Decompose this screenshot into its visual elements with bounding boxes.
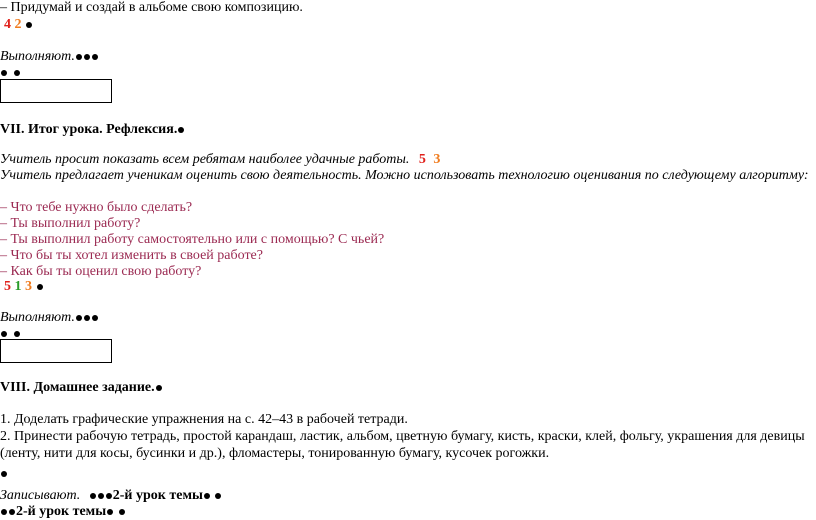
instruction-text: – Придумай и создай в альбоме свою композицию.: [0, 0, 303, 15]
bullet-dot-icon: [98, 493, 104, 499]
bullet-dot-icon: [90, 493, 96, 499]
executing-label-2: [0, 310, 99, 326]
marker-row-1: [4, 17, 33, 33]
teacher-text: Учитель предлагает ученикам оценить свою деятельность. Можно использовать технологию оценивания по следующему алгоритму:: [0, 168, 809, 183]
question-1: [0, 200, 192, 216]
bullet-dot-icon: [92, 315, 98, 321]
marker-number-red: 5: [4, 279, 11, 294]
teacher-line-2: [0, 168, 809, 184]
answer-box-2: [0, 339, 112, 363]
bullet-dot-icon: [107, 509, 113, 515]
marker-number-orange: 2: [14, 17, 22, 32]
homework-text: 1. Доделать графические упражнения на с. 42–43 в рабочей тетради.: [0, 412, 408, 427]
executing-label-1: [0, 49, 99, 65]
homework-item-2: [0, 428, 816, 462]
marker-number-red: 4: [4, 17, 11, 32]
executing-text: Выполняют.: [0, 49, 75, 64]
question-text: – Что бы ты хотел изменить в своей работе?: [0, 248, 263, 263]
dot-row-3: [0, 466, 8, 482]
bullet-dot-icon: [1, 331, 7, 337]
teacher-text: Учитель просит показать всем ребятам наиболее удачные работы.: [0, 152, 410, 167]
bullet-dot-icon: [76, 315, 82, 321]
bullet-dot-icon: [92, 54, 98, 60]
instruction-compose: [0, 0, 303, 16]
bullet-dot-icon: [178, 127, 184, 133]
bullet-dot-icon: [14, 70, 20, 76]
bullet-dot-icon: [1, 70, 7, 76]
answer-box-1: [0, 79, 112, 103]
section-title: VIII. Домашнее задание.: [0, 380, 155, 395]
bullet-dot-icon: [76, 54, 82, 60]
marker-number-green: 1: [14, 279, 22, 294]
bullet-dot-icon: [84, 54, 90, 60]
bullet-dot-icon: [106, 493, 112, 499]
bullet-dot-icon: [119, 509, 125, 515]
bullet-dot-icon: [9, 509, 15, 515]
next-lesson-label: 2-й урок темы: [16, 504, 107, 519]
executing-text: Выполняют.: [0, 310, 75, 325]
section-8-title: [0, 380, 163, 396]
bullet-dot-icon: [37, 284, 43, 290]
bullet-dot-icon: [156, 385, 162, 391]
bullet-dot-icon: [84, 315, 90, 321]
question-text: – Ты выполнил работу?: [0, 216, 141, 231]
section-title: VII. Итог урока. Рефлексия.: [0, 122, 178, 137]
section-7-title: [0, 122, 185, 138]
question-text: – Ты выполнил работу самостоятельно или с помощью? С чьей?: [0, 232, 385, 247]
question-4: [0, 248, 263, 264]
marker-row-2: [4, 279, 44, 295]
homework-text: 2. Принести рабочую тетрадь, простой карандаш, ластик, альбом, цветную бумагу, кисть, краски, клей, фольгу, украшения для девицы (ленту, нити для косы, бусинки и др.), фломастеры, тонированную бумагу, кусочек рогожки.: [0, 429, 805, 461]
teacher-line-1: [0, 152, 440, 168]
bullet-dot-icon: [204, 493, 210, 499]
next-lesson-label: 2-й урок темы: [112, 488, 203, 503]
question-3: [0, 232, 384, 248]
question-5: [0, 264, 201, 280]
bullet-dot-icon: [1, 471, 7, 477]
question-text: – Что тебе нужно было сделать?: [0, 200, 193, 215]
next-lesson-row: [0, 504, 126, 520]
bullet-dot-icon: [215, 493, 221, 499]
writing-label: [0, 488, 222, 504]
bullet-dot-icon: [14, 331, 20, 337]
writing-text: Записывают.: [0, 488, 81, 503]
bullet-dot-icon: [1, 509, 7, 515]
marker-number-orange: 3: [25, 279, 32, 294]
question-2: [0, 216, 140, 232]
marker-number-orange: 3: [433, 152, 441, 167]
homework-item-1: [0, 412, 408, 428]
bullet-dot-icon: [26, 22, 32, 28]
marker-number-red: 5: [418, 152, 426, 167]
question-text: – Как бы ты оценил свою работу?: [0, 264, 202, 279]
